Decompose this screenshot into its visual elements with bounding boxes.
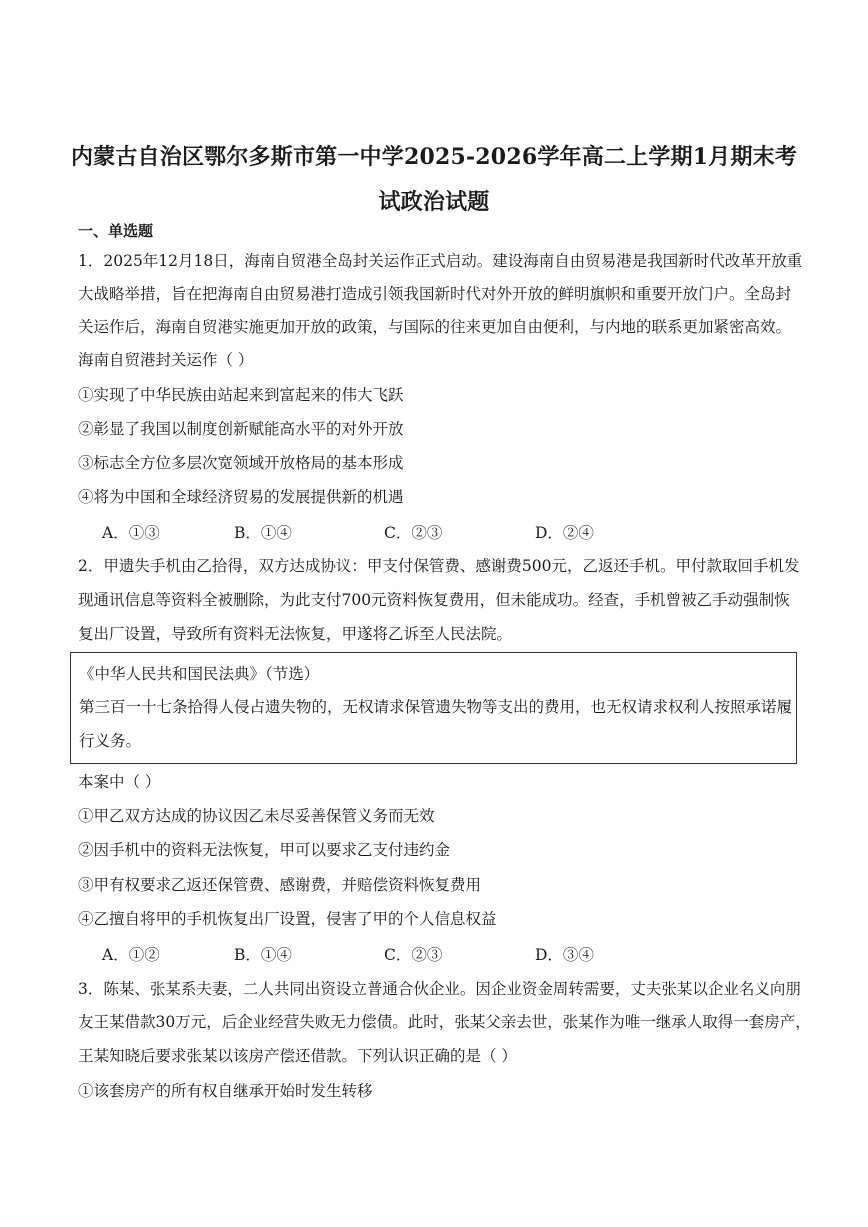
section-heading: 一、单选题: [78, 222, 154, 240]
question-1-stem-line: 大战略举措，旨在把海南自由贸易港打造成引领我国新时代对外开放的鲜明旗帜和重要开放门户。全岛封: [78, 285, 792, 303]
question-1-item: ④将为中国和全球经济贸易的发展提供新的机遇: [78, 488, 404, 506]
question-2-item: ①甲乙双方达成的协议因乙未尽妥善保管义务而无效: [78, 807, 435, 825]
law-excerpt-title: 《中华人民共和国民法典》（节选）: [79, 665, 320, 683]
law-excerpt-line: 行义务。: [79, 732, 142, 750]
question-1-stem-line: 1．2025年12月18日，海南自贸港全岛封关运作正式启动。建设海南自由贸易港是我国新时代改革开放重: [78, 252, 803, 270]
question-1-item: ③标志全方位多层次宽领域开放格局的基本形成: [78, 454, 404, 472]
law-excerpt-line: 第三百一十七条拾得人侵占遗失物的，无权请求保管遗失物等支出的费用，也无权请求权利人按照承诺履: [79, 698, 793, 716]
question-3-stem-line: 王某知晓后要求张某以该房产偿还借款。下列认识正确的是（ ）: [78, 1047, 517, 1065]
option-c[interactable]: C．②③: [384, 946, 443, 964]
question-2-stem-line: 现通讯信息等资料全被删除，为此支付700元资料恢复费用，但未能成功。经查，手机曾被乙手动强制恢: [78, 591, 790, 609]
question-2-stem-line: 2．甲遗失手机由乙拾得，双方达成协议：甲支付保管费、感谢费500元，乙返还手机。甲付款取回手机发: [78, 557, 800, 575]
option-a[interactable]: A．①②: [102, 946, 160, 964]
question-1-options: [102, 521, 702, 543]
option-d[interactable]: D．③④: [535, 946, 594, 964]
question-2-item: ④乙擅自将甲的手机恢复出厂设置，侵害了甲的个人信息权益: [78, 910, 497, 928]
option-b[interactable]: B．①④: [234, 524, 292, 542]
option-a[interactable]: A．①③: [102, 524, 160, 542]
question-2-item: ②因手机中的资料无法恢复，甲可以要求乙支付违约金: [78, 841, 451, 859]
law-excerpt-box: [70, 652, 797, 764]
question-3-stem-line: 友王某借款30万元，后企业经营失败无力偿债。此时，张某父亲去世，张某作为唯一继承人取得一套房产，: [78, 1013, 811, 1031]
option-d[interactable]: D．②④: [535, 524, 594, 542]
question-1-prompt: 海南自贸港封关运作（ ）: [78, 351, 254, 369]
question-1-item: ①实现了中华民族由站起来到富起来的伟大飞跃: [78, 386, 404, 404]
document-title-line-1: 内蒙古自治区鄂尔多斯市第一中学2025-2026学年高二上学期1月期末考: [70, 144, 798, 170]
question-1-stem-line: 关运作后，海南自贸港实施更加开放的政策，与国际的往来更加自由便利，与内地的联系更加紧密高效。: [78, 318, 792, 336]
option-b[interactable]: B．①④: [234, 946, 292, 964]
question-2-prompt: 本案中（ ）: [78, 773, 161, 791]
question-1-item: ②彰显了我国以制度创新赋能高水平的对外开放: [78, 420, 404, 438]
question-2-options: [102, 943, 702, 965]
document-title-line-2: 试政治试题: [378, 189, 490, 215]
question-2-item: ③甲有权要求乙返还保管费、感谢费，并赔偿资料恢复费用: [78, 876, 482, 894]
question-3-stem-line: 3．陈某、张某系夫妻，二人共同出资设立普通合伙企业。因企业资金周转需要，丈夫张某以企业名义向朋: [78, 980, 801, 998]
question-3-item: ①该套房产的所有权自继承开始时发生转移: [78, 1082, 373, 1100]
question-2-stem-line: 复出厂设置，导致所有资料无法恢复，甲遂将乙诉至人民法院。: [78, 625, 513, 643]
option-c[interactable]: C．②③: [384, 524, 443, 542]
